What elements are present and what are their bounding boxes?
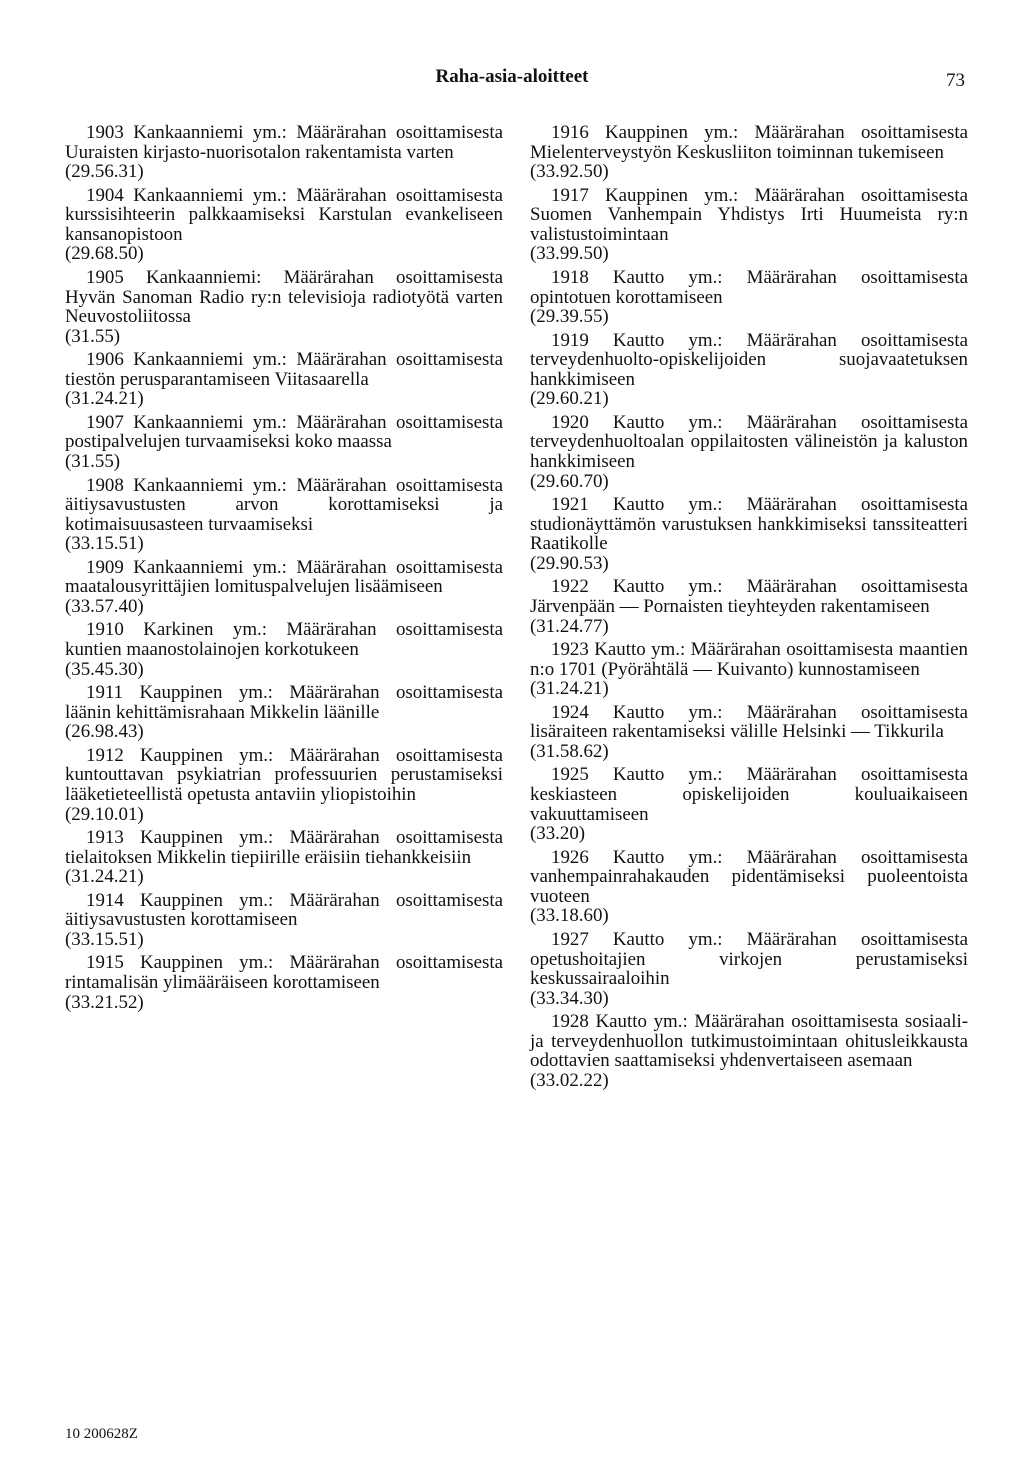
motion-text: Kankaanniemi ym.: Määrärahan osoittamisesta Uuraisten kirjasto-nuorisotalon rakentamista varten xyxy=(65,122,503,163)
motion-text: Kauppinen ym.: Määrärahan osoittamisesta rintamalisän ylimääräiseen korottamiseen xyxy=(65,952,503,994)
motion-text: Kautto ym.: Määrärahan osoittamisesta terveydenhuolto-opiskelijoiden suojavaatetuksen hankkimiseen xyxy=(530,329,968,390)
motion-text: Kankaanniemi ym.: Määrärahan osoittamisesta maatalousyrittäjien lomituspalvelujen lisäämiseen xyxy=(65,556,503,598)
motion-number: 1912 xyxy=(86,744,124,766)
motion-text: Kankaanniemi ym.: Määrärahan osoittamisesta kurssisihteerin palkkaamiseksi Karstulan evankeliseen kansanopistoon xyxy=(65,184,503,245)
motion-entry xyxy=(530,495,968,573)
motion-number: 1916 xyxy=(551,122,589,143)
motion-number: 1914 xyxy=(86,889,124,911)
motion-entry xyxy=(530,765,968,843)
motion-entry xyxy=(530,703,968,762)
motion-number: 1928 xyxy=(551,1011,589,1033)
motion-text: Kankaanniemi ym.: Määrärahan osoittamisesta postipalvelujen turvaamiseksi koko maassa xyxy=(65,411,503,453)
motion-entry xyxy=(65,123,503,182)
motion-text: Kauppinen ym.: Määrärahan osoittamisesta Suomen Vanhempain Yhdistys Irti Huumeista ry:n valistustoimintaan xyxy=(530,184,968,245)
motion-entry xyxy=(65,413,503,472)
motion-entry xyxy=(530,577,968,636)
motion-entry xyxy=(65,953,503,1012)
motion-entry xyxy=(530,640,968,699)
budget-reference: (26.98.43) xyxy=(65,721,144,743)
motion-number: 1920 xyxy=(551,411,589,433)
motion-text: Kautto ym.: Määrärahan osoittamisesta studionäyttämön varustuksen hankkimiseksi tanssiteatteri Raatikolle xyxy=(530,494,968,555)
motion-text: Kauppinen ym.: Määrärahan osoittamisesta läänin kehittämisrahaan Mikkelin läänille xyxy=(65,682,503,723)
budget-reference: (29.90.53) xyxy=(530,552,609,574)
motion-entry xyxy=(65,268,503,346)
motion-text: Kautto ym.: Määrärahan osoittamisesta sosiaali- ja terveydenhuollon tutkimustoimintaan ohitusleikkausta odottavien saattamiseksi yhdenvertaiseen asemaan xyxy=(530,1011,968,1072)
motion-entry xyxy=(530,413,968,491)
budget-reference: (29.10.01) xyxy=(65,803,144,825)
motion-entry xyxy=(530,1012,968,1090)
budget-reference: (33.21.52) xyxy=(65,991,144,1013)
motion-text: Kautto ym.: Määrärahan osoittamisesta maantien n:o 1701 (Pyörähtälä — Kuivanto) kunnostamiseen xyxy=(530,639,968,680)
motion-entry xyxy=(65,620,503,679)
motion-entry xyxy=(530,848,968,926)
motion-text: Kautto ym.: Määrärahan osoittamisesta terveydenhuoltoalan oppilaitosten välineistön ja kaluston hankkimiseen xyxy=(530,411,968,473)
motion-entry xyxy=(530,930,968,1008)
motion-number: 1904 xyxy=(86,184,124,206)
budget-reference: (29.68.50) xyxy=(65,243,144,265)
budget-reference: (31.55) xyxy=(65,325,121,347)
motion-entry xyxy=(530,268,968,327)
budget-reference: (33.02.22) xyxy=(530,1070,609,1091)
motion-number: 1915 xyxy=(86,952,124,974)
motion-text: Kautto ym.: Määrärahan osoittamisesta opintotuen korottamiseen xyxy=(530,266,968,308)
motion-entry xyxy=(65,683,503,742)
motion-number: 1924 xyxy=(551,701,589,723)
budget-reference: (33.15.51) xyxy=(65,533,144,555)
motion-entry xyxy=(65,350,503,409)
motion-entry xyxy=(65,828,503,887)
running-head: Raha-asia-aloitteet xyxy=(435,66,589,87)
motion-number: 1906 xyxy=(86,349,124,371)
motion-number: 1918 xyxy=(551,266,589,288)
motion-entry xyxy=(530,123,968,182)
budget-reference: (33.57.40) xyxy=(65,596,144,617)
page-number: 73 xyxy=(946,70,965,91)
motion-text: Kautto ym.: Määrärahan osoittamisesta Järvenpään — Pornaisten tieyhteyden rakentamiseen xyxy=(530,576,968,617)
motion-number: 1927 xyxy=(551,928,589,950)
budget-reference: (33.15.51) xyxy=(65,928,144,950)
budget-reference: (29.60.21) xyxy=(530,388,609,410)
left-column xyxy=(65,123,503,1016)
motion-number: 1913 xyxy=(86,827,124,849)
motion-number: 1908 xyxy=(86,474,124,496)
budget-reference: (29.39.55) xyxy=(530,306,609,328)
motion-text: Kauppinen ym.: Määrärahan osoittamisesta Mielenterveystyön Keskusliiton toiminnan tukemiseen xyxy=(530,122,968,163)
motion-text: Kautto ym.: Määrärahan osoittamisesta vanhempainrahakauden pidentämiseksi puoleentoista vuoteen xyxy=(530,846,968,907)
motion-number: 1910 xyxy=(86,619,124,641)
budget-reference: (31.24.21) xyxy=(530,678,609,700)
motion-text: Kautto ym.: Määrärahan osoittamisesta keskiasteen opiskelijoiden kouluaikaiseen vakuuttamiseen xyxy=(530,764,968,825)
motion-entry xyxy=(65,891,503,950)
motion-text: Kankaanniemi: Määrärahan osoittamisesta Hyvän Sanoman Radio ry:n televisioja radiotyötä varten Neuvostoliitossa xyxy=(65,266,503,328)
motion-number: 1923 xyxy=(551,639,589,661)
motion-number: 1926 xyxy=(551,846,589,868)
budget-reference: (33.18.60) xyxy=(530,905,609,927)
budget-reference: (33.92.50) xyxy=(530,161,609,183)
budget-reference: (31.58.62) xyxy=(530,740,609,762)
motion-entry xyxy=(530,186,968,264)
budget-reference: (33.99.50) xyxy=(530,243,609,265)
motion-number: 1907 xyxy=(86,411,124,433)
motion-entry xyxy=(65,186,503,264)
motion-text: Karkinen ym.: Määrärahan osoittamisesta kuntien maanostolainojen korkotukeen xyxy=(65,619,503,661)
budget-reference: (29.56.31) xyxy=(65,161,144,183)
footer-code: 10 200628Z xyxy=(65,1426,138,1442)
budget-reference: (31.24.21) xyxy=(65,866,144,888)
motion-number: 1903 xyxy=(86,122,124,143)
motion-number: 1909 xyxy=(86,556,124,578)
motion-entry xyxy=(65,476,503,554)
motion-number: 1917 xyxy=(551,184,589,206)
motion-number: 1922 xyxy=(551,576,589,598)
motion-text: Kankaanniemi ym.: Määrärahan osoittamisesta tiestön perusparantamiseen Viitasaarella xyxy=(65,349,503,390)
motion-number: 1925 xyxy=(551,764,589,786)
motion-number: 1911 xyxy=(86,682,124,704)
budget-reference: (33.34.30) xyxy=(530,987,609,1009)
budget-reference: (31.55) xyxy=(65,451,121,473)
budget-reference: (31.24.21) xyxy=(65,388,144,410)
motion-number: 1905 xyxy=(86,266,124,288)
motion-text: Kauppinen ym.: Määrärahan osoittamisesta äitiysavustusten korottamiseen xyxy=(65,889,503,931)
motion-number: 1919 xyxy=(551,329,589,351)
motion-entry xyxy=(530,331,968,409)
motion-number: 1921 xyxy=(551,494,589,516)
budget-reference: (31.24.77) xyxy=(530,615,609,637)
motion-entry xyxy=(65,558,503,617)
motion-text: Kankaanniemi ym.: Määrärahan osoittamisesta äitiysavustusten arvon korottamiseksi ja kotimaisuusasteen turvaamiseksi xyxy=(65,474,503,535)
budget-reference: (35.45.30) xyxy=(65,658,144,680)
motion-text: Kautto ym.: Määrärahan osoittamisesta opetushoitajien virkojen perustamiseksi keskussairaaloihin xyxy=(530,928,968,990)
motion-text: Kauppinen ym.: Määrärahan osoittamisesta kuntouttavan psykiatrian professuurien perustamiseksi lääketieteellistä opetusta antaviin yliopistoihin xyxy=(65,744,503,806)
budget-reference: (33.20) xyxy=(530,823,586,845)
budget-reference: (29.60.70) xyxy=(530,470,609,492)
motion-text: Kautto ym.: Määrärahan osoittamisesta lisäraiteen rakentamiseksi välille Helsinki — Tikkurila xyxy=(530,701,968,743)
right-column xyxy=(530,123,968,1094)
motion-entry xyxy=(65,746,503,824)
motion-text: Kauppinen ym.: Määrärahan osoittamisesta tielaitoksen Mikkelin tiepiirille eräisiin tiehankkeisiin xyxy=(65,827,503,868)
